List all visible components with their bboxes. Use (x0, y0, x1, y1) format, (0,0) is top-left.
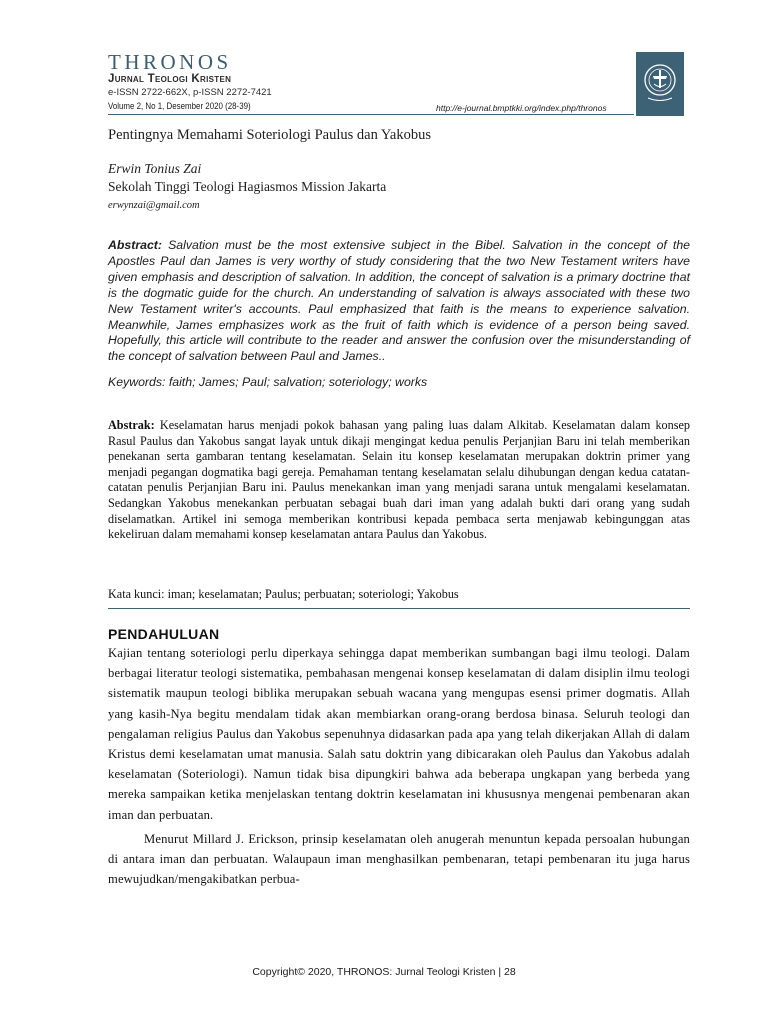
abstract-id-text: Keselamatan harus menjadi pokok bahasan yang paling luas dalam Alkitab. Keselamatan dalam konsep Rasul Paulus dan Yakobus sangat layak untuk dikaji mengingat kedua penulis Perjanjian Baru ini telah memberikan penekanan serta gambaran tentang keselamatan. Selain itu konsep keselamatan merupakan doktrin primer yang menjadi pegangan dogmatika bagi gereja. Pemahaman tentang keselamatan selalu dihubungan dengan kedua catatan-catatan penulis Perjanjian Baru ini. Paulus menekankan iman yang menjadi sarana untuk mengalami keselamatan. Sedangkan Yakobus menekankan perbuatan sebagai buah dari iman yang adalah bukti dari orang yang sudah diselamatkan. Artikel ini semoga memberikan kontribusi kepada pembaca serta menjawab kebingunggan atas kekeliruan dalam memahami konsep keselamatan antara Paulus dan Yakobus. (108, 418, 690, 542)
seal-icon (640, 58, 680, 110)
journal-title: THRONOS (108, 50, 232, 74)
issn-line: e-ISSN 2722-662X, p-ISSN 2272-7421 (108, 87, 272, 98)
abstract-en-text: Salvation must be the most extensive subject in the Bibel. Salvation in the concept of the Apostles Paul dan James is very worthy of study considering that the two New Testament writers have given emphasis and description of salvation. In addition, the concept of salvation is a primary doctrine that is the dogmatic guide for the church. An understanding of salvation is always associated with these two New Testament writer's accounts. Paul emphasized that faith is the means to experience salvation. Meanwhile, James emphasizes work as the fruit of faith which is evidence of a person being saved. Hopefully, this article will contribute to the reader and answer the confusion over the misunderstanding of the concept of salvation between Paul and James.. (108, 238, 690, 364)
header-divider (108, 114, 634, 115)
journal-subtitle: Jurnal Teologi Kristen (108, 73, 232, 85)
article-title: Pentingnya Memahami Soteriologi Paulus dan Yakobus (108, 127, 432, 143)
section-divider (108, 608, 690, 609)
page-footer: Copyright© 2020, THRONOS: Jurnal Teologi Kristen | 28 (252, 966, 516, 978)
body-paragraph: Kajian tentang soteriologi perlu diperkaya sehingga dapat memberikan sumbangan bagi ilmu teologi. Dalam berbagai literatur teologi sistematika, pembahasan mengenai konsep keselamatan di dalam disiplin ilmu teologi sistematik maupun teologi biblika merupakan sebuah wacana yang mengupas esensi primer dogmatis. Allah yang kasih-Nya begitu mendalam tidak akan membiarkan orang-orang berdosa binasa. Seluruh teologi dan pengalaman religius Paulus dan Yakobus sepenuhnya didasarkan pada apa yang telah dikerjakan Allah di dalam Kristus demi keselamatan umat manusia. Salah satu doktrin yang dibicarakan oleh Paulus dan Yakobus adalah keselamatan (Soteriologi). Namun tidak bisa dipungkiri bahwa ada beberapa ungkapan yang berbeda yang mereka sampaikan ketika menjelaskan tentang doktrin keselamatan ini khususnya mengenai pembenaran akan iman dan perbuatan. (108, 646, 690, 822)
abstract-indonesian (108, 418, 690, 543)
body-text (108, 643, 690, 889)
journal-seal-logo (636, 52, 684, 116)
abstract-en-label: Abstract: (108, 238, 162, 252)
section-heading: PENDAHULUAN (108, 626, 220, 642)
volume-line: Volume 2, No 1, Desember 2020 (28-39) (108, 101, 251, 111)
author-email[interactable]: erwynzai@gmail.com (108, 200, 200, 211)
keywords-indonesian: Kata kunci: iman; keselamatan; Paulus; perbuatan; soteriologi; Yakobus (108, 587, 459, 601)
journal-url[interactable]: http://e-journal.bmptkki.org/index.php/thronos (436, 103, 607, 113)
author-name: Erwin Tonius Zai (108, 161, 202, 176)
body-paragraph: Menurut Millard J. Erickson, prinsip keselamatan oleh anugerah menuntun kepada persoalan hubungan di antara iman dan perbuatan. Walaupaun iman menghasilkan pembenaran, tetapi pembenaran itu juga harus mewujudkan/mengakibatkan perbua- (108, 831, 690, 887)
abstract-english (108, 238, 690, 365)
author-affiliation: Sekolah Tinggi Teologi Hagiasmos Mission Jakarta (108, 179, 387, 194)
keywords-english: Keywords: faith; James; Paul; salvation; soteriology; works (108, 375, 428, 389)
abstract-id-label: Abstrak: (108, 418, 155, 432)
